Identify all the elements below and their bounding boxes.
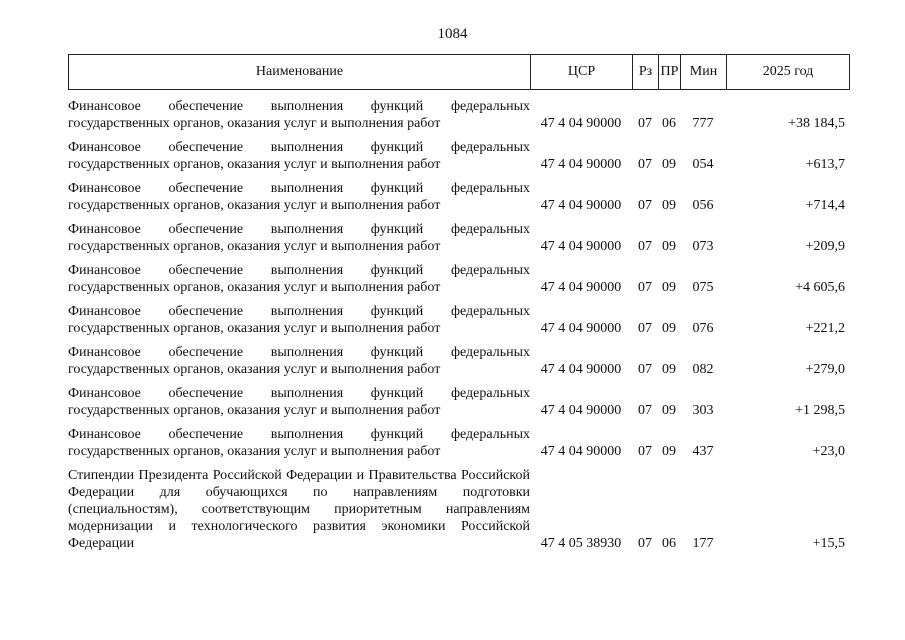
row-pr: 09	[662, 239, 676, 254]
table-row	[68, 344, 849, 378]
row-pr: 09	[662, 403, 676, 418]
row-name	[68, 98, 530, 132]
row-name	[68, 344, 530, 378]
row-name-line1: Финансовое обеспечение выполнения функций федеральных	[68, 181, 530, 196]
page-number: 1084	[437, 26, 468, 42]
row-rz: 07	[638, 116, 652, 131]
header-pr: ПР	[659, 55, 681, 90]
row-value: +1 298,5	[795, 403, 845, 418]
row-min: 437	[692, 444, 714, 459]
row-name-line2: государственных органов, оказания услуг и выполнения работ	[68, 157, 441, 172]
row-name	[68, 221, 530, 255]
header-name: Наименование	[69, 55, 531, 90]
row-pr: 09	[662, 321, 676, 336]
row-name-line1: Финансовое обеспечение выполнения функций федеральных	[68, 427, 530, 442]
row-min: 082	[692, 362, 714, 377]
row-csr: 47 4 04 90000	[540, 321, 622, 336]
row-min: 054	[692, 157, 714, 172]
row-csr: 47 4 04 90000	[540, 157, 622, 172]
row-value: +209,9	[805, 239, 845, 254]
row-name-line1: Финансовое обеспечение выполнения функций федеральных	[68, 222, 530, 237]
header-year: 2025 год	[727, 55, 850, 90]
row-rz: 07	[638, 321, 652, 336]
table-row	[68, 221, 849, 255]
row-name-line2: государственных органов, оказания услуг и выполнения работ	[68, 280, 441, 295]
row-value: +714,4	[805, 198, 845, 213]
table-row	[68, 139, 849, 173]
row-value: +23,0	[812, 444, 845, 459]
table-header	[68, 54, 850, 90]
row-rz: 07	[638, 403, 652, 418]
row-value: +38 184,5	[788, 116, 845, 131]
table-row	[68, 98, 849, 132]
row-csr: 47 4 05 38930	[540, 536, 622, 551]
row-name-line2: государственных органов, оказания услуг и выполнения работ	[68, 444, 441, 459]
row-min: 073	[692, 239, 714, 254]
row-name-line2: государственных органов, оказания услуг и выполнения работ	[68, 362, 441, 377]
table-row	[68, 467, 849, 552]
row-rz: 07	[638, 198, 652, 213]
row-name-line2: государственных органов, оказания услуг и выполнения работ	[68, 321, 441, 336]
row-name	[68, 426, 530, 460]
row-pr: 09	[662, 280, 676, 295]
row-min: 303	[692, 403, 714, 418]
row-pr: 06	[662, 536, 676, 551]
row-name-line2: государственных органов, оказания услуг и выполнения работ	[68, 116, 441, 131]
row-name-line1: Финансовое обеспечение выполнения функций федеральных	[68, 263, 530, 278]
row-csr: 47 4 04 90000	[540, 198, 622, 213]
row-name-line2: государственных органов, оказания услуг и выполнения работ	[68, 239, 441, 254]
row-name	[68, 303, 530, 337]
row-csr: 47 4 04 90000	[540, 403, 622, 418]
row-name-line1: Финансовое обеспечение выполнения функций федеральных	[68, 99, 530, 114]
row-rz: 07	[638, 157, 652, 172]
row-min: 076	[692, 321, 714, 336]
row-name: Стипендии Президента Российской Федерации и Правительства Российской Федерации для обучающихся по направлениям подготовки (специальностям), соответствующим приоритетным направлениям модернизации и технологического развития экономики Российской Федерации	[68, 468, 530, 551]
row-name	[68, 385, 530, 419]
row-min: 056	[692, 198, 714, 213]
row-rz: 07	[638, 536, 652, 551]
row-csr: 47 4 04 90000	[540, 239, 622, 254]
header-csr: ЦСР	[531, 55, 633, 90]
row-name-line1: Финансовое обеспечение выполнения функций федеральных	[68, 304, 530, 319]
row-rz: 07	[638, 239, 652, 254]
row-csr: 47 4 04 90000	[540, 444, 622, 459]
row-min: 075	[692, 280, 714, 295]
table-row	[68, 303, 849, 337]
row-min: 777	[692, 116, 714, 131]
row-name	[68, 139, 530, 173]
row-name-line1: Финансовое обеспечение выполнения функций федеральных	[68, 345, 530, 360]
row-rz: 07	[638, 280, 652, 295]
row-rz: 07	[638, 444, 652, 459]
row-name-line1: Финансовое обеспечение выполнения функций федеральных	[68, 386, 530, 401]
row-pr: 09	[662, 362, 676, 377]
row-min: 177	[692, 536, 714, 551]
table-body	[68, 98, 849, 559]
row-name	[68, 262, 530, 296]
row-rz: 07	[638, 362, 652, 377]
row-value: +279,0	[805, 362, 845, 377]
row-value: +613,7	[805, 157, 845, 172]
header-min: Мин	[681, 55, 727, 90]
row-pr: 06	[662, 116, 676, 131]
header-rz: Рз	[633, 55, 659, 90]
row-value: +4 605,6	[795, 280, 845, 295]
row-csr: 47 4 04 90000	[540, 280, 622, 295]
row-value: +15,5	[812, 536, 845, 551]
row-csr: 47 4 04 90000	[540, 116, 622, 131]
table-row	[68, 262, 849, 296]
table-row	[68, 180, 849, 214]
row-pr: 09	[662, 157, 676, 172]
row-csr: 47 4 04 90000	[540, 362, 622, 377]
row-pr: 09	[662, 444, 676, 459]
row-value: +221,2	[805, 321, 845, 336]
row-name-line2: государственных органов, оказания услуг и выполнения работ	[68, 403, 441, 418]
table-row	[68, 385, 849, 419]
row-name-line2: государственных органов, оказания услуг и выполнения работ	[68, 198, 441, 213]
row-pr: 09	[662, 198, 676, 213]
table-row	[68, 426, 849, 460]
row-name	[68, 180, 530, 214]
row-name-line1: Финансовое обеспечение выполнения функций федеральных	[68, 140, 530, 155]
